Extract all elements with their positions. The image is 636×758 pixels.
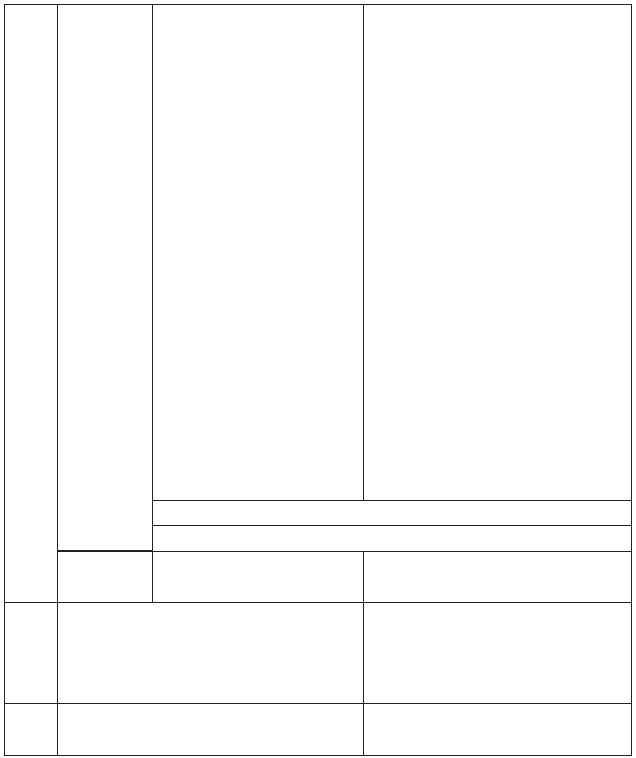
chemical-hazard-label	[57, 4, 153, 551]
management-note-empty	[363, 703, 632, 756]
management-factor-label	[4, 703, 58, 756]
physical-factor-label	[4, 4, 58, 603]
management-content	[57, 703, 364, 756]
mnemonic-panel	[363, 4, 632, 501]
biological-hazard-label	[57, 551, 153, 603]
biological-note-empty	[363, 551, 632, 603]
physchem-hazard-list	[152, 4, 364, 501]
other-chemical-row	[152, 525, 632, 552]
hazard-factors-table	[4, 4, 632, 756]
health-hazard-row	[152, 500, 632, 526]
biological-content	[152, 551, 364, 603]
environment-keyword-panel	[363, 602, 632, 704]
environment-factor-label	[4, 602, 58, 704]
environment-items	[57, 602, 364, 704]
